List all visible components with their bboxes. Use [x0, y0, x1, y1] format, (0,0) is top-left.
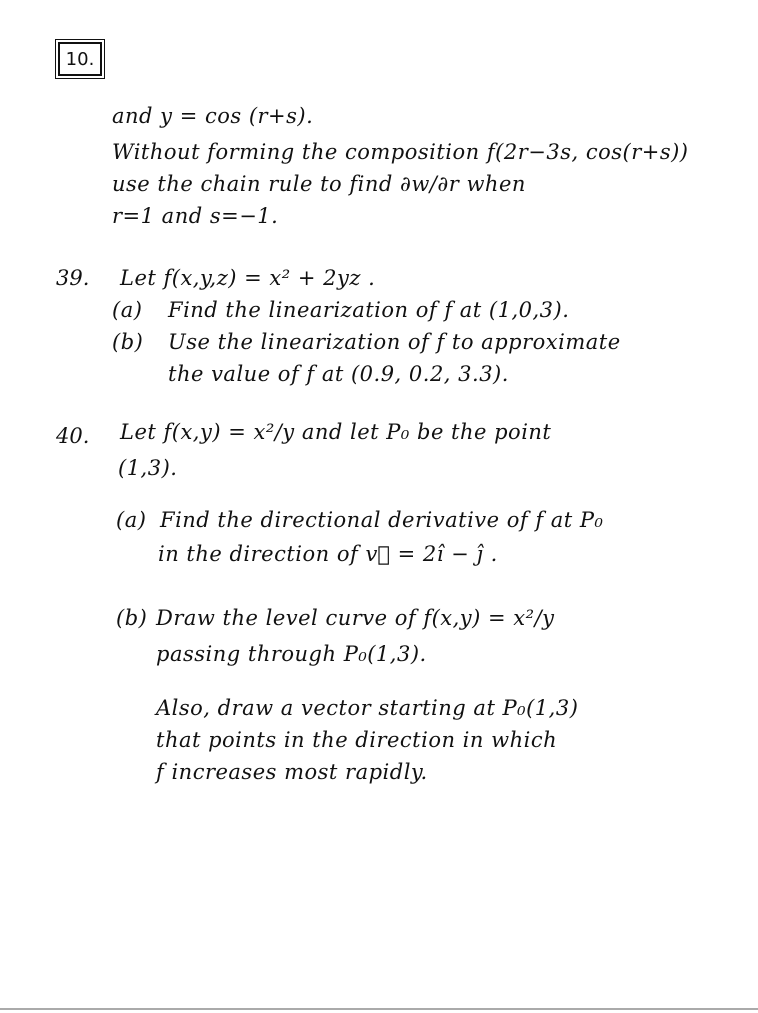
problem-40-stem-line-2: (1,3). [118, 456, 178, 480]
problem-40-part-a-line-2: in the direction of v⃗ = 2î − ĵ . [158, 542, 498, 566]
problem-40-also-line-2: that points in the direction in which [156, 728, 558, 752]
problem-40-part-a-line-1: Find the directional derivative of f at P₀ [160, 508, 604, 532]
intro-line-3: use the chain rule to find ∂w/∂r when [112, 172, 526, 196]
problem-39-part-b-line-2: the value of f at (0.9, 0.2, 3.3). [168, 362, 509, 386]
problem-40-part-b-label: (b) [116, 606, 148, 630]
problem-39-part-a-label: (a) [112, 298, 143, 322]
problem-40-also-line-1: Also, draw a vector starting at P₀(1,3) [156, 696, 579, 720]
problem-40-part-b-line-2: passing through P₀(1,3). [156, 642, 427, 666]
problem-40-part-b-line-1: Draw the level curve of f(x,y) = x²/y [156, 606, 555, 630]
problem-40-stem-line-1: Let f(x,y) = x²/y and let P₀ be the point [120, 420, 552, 444]
problem-40-number: 40. [56, 424, 90, 448]
page-number-box [58, 42, 102, 76]
problem-39-part-b-label: (b) [112, 330, 144, 354]
scan-bottom-edge [0, 1008, 758, 1010]
problem-40-part-a-label: (a) [116, 508, 147, 532]
intro-line-4: r=1 and s=−1. [112, 204, 279, 228]
page-number: 10. [65, 48, 95, 70]
problem-39-part-a: Find the linearization of f at (1,0,3). [168, 298, 570, 322]
problem-40-also-line-3: f increases most rapidly. [156, 760, 428, 784]
problem-39-part-b-line-1: Use the linearization of f to approximate [168, 330, 621, 354]
problem-39-stem: Let f(x,y,z) = x² + 2yz . [120, 266, 376, 290]
intro-line-2: Without forming the composition f(2r−3s, cos(r+s)) [112, 140, 689, 164]
problem-39-number: 39. [56, 266, 90, 290]
intro-line-1: and y = cos (r+s). [112, 104, 314, 128]
